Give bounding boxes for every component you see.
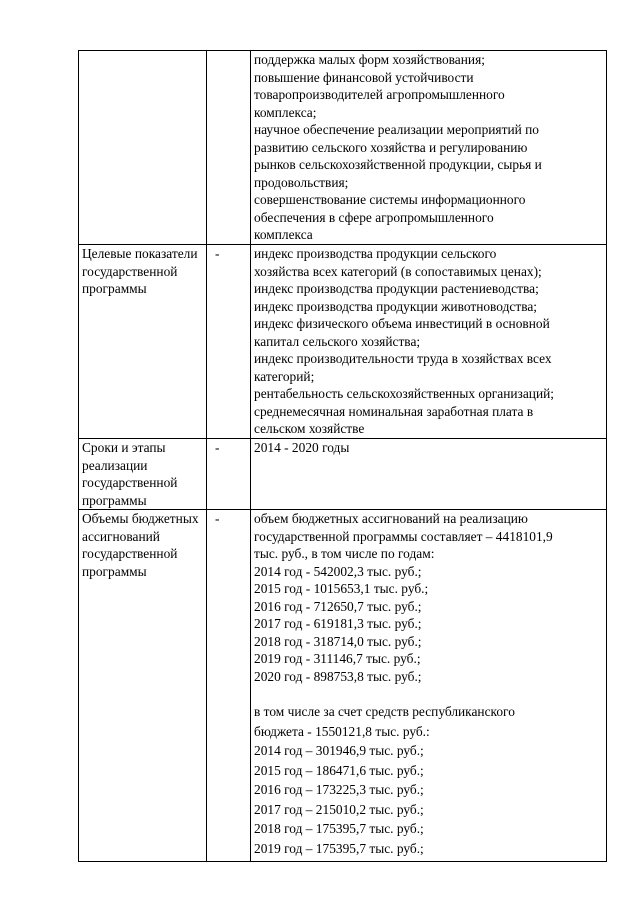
content-line: 2019 год - 311146,7 тыс. руб.; <box>254 651 421 666</box>
row-content <box>251 510 607 862</box>
content-line: 2016 год - 712650,7 тыс. руб.; <box>254 598 422 614</box>
table-row <box>79 510 607 862</box>
table-row <box>79 245 607 439</box>
content-line: индекс производительности труда в хозяйствах всех <box>254 351 552 366</box>
content-line: сельском хозяйстве <box>254 421 365 436</box>
content-line: тыс. руб., в том числе по годам: <box>254 546 435 561</box>
row-dash: - <box>207 510 251 862</box>
content-line: совершенствование системы информационного <box>254 192 526 207</box>
content-line: категорий; <box>254 368 315 384</box>
content-line: 2014 год - 542002,3 тыс. руб.; <box>254 563 422 579</box>
republic-budget-block <box>254 702 603 858</box>
content-line: товаропроизводителей агропромышленного <box>254 87 505 102</box>
spacer <box>254 685 603 702</box>
content-line: 2016 год – 173225,3 тыс. руб.; <box>254 782 424 797</box>
content-line: в том числе за счет средств республиканского <box>254 704 515 719</box>
row-dash: - <box>207 245 251 439</box>
content-line: 2020 год - 898753,8 тыс. руб.; <box>254 668 422 684</box>
content-line: рентабельность сельскохозяйственных организаций; <box>254 386 555 401</box>
program-passport-table <box>78 50 607 862</box>
content-line: повышение финансовой устойчивости <box>254 69 474 85</box>
content-line: государственной программы составляет – 4418101,9 <box>254 528 553 544</box>
table-row <box>79 51 607 245</box>
row-label: Целевые показатели государственной программы <box>79 245 207 439</box>
row-label <box>79 51 207 245</box>
content-line: 2017 год – 215010,2 тыс. руб.; <box>254 801 424 817</box>
row-dash: - <box>207 439 251 510</box>
content-line: научное обеспечение реализации мероприятий по <box>254 122 539 137</box>
content-line: 2018 год – 175395,7 тыс. руб.; <box>254 821 424 836</box>
content-line: продовольствия; <box>254 174 349 190</box>
row-label: Сроки и этапы реализации государственной программы <box>79 439 207 510</box>
content-line: обеспечения в сфере агропромышленного <box>254 209 494 225</box>
content-line: 2014 год – 301946,9 тыс. руб.; <box>254 743 424 758</box>
content-line: развитию сельского хозяйства и регулированию <box>254 139 528 155</box>
content-line: поддержка малых форм хозяйствования; <box>254 52 485 67</box>
row-dash <box>207 51 251 245</box>
content-line: капитал сельского хозяйства; <box>254 333 421 349</box>
row-content <box>251 439 607 510</box>
content-line: 2017 год - 619181,3 тыс. руб.; <box>254 616 422 631</box>
content-line: 2019 год – 175395,7 тыс. руб.; <box>254 840 424 856</box>
row-content <box>251 245 607 439</box>
content-line: индекс производства продукции животноводства; <box>254 298 538 314</box>
content-line: хозяйства всех категорий (в сопоставимых ценах); <box>254 263 542 279</box>
content-line: индекс физического объема инвестиций в основной <box>254 316 550 331</box>
content-line: среднемесячная номинальная заработная плата в <box>254 403 534 419</box>
content-line: комплекса; <box>254 104 317 120</box>
content-line: 2015 год – 186471,6 тыс. руб.; <box>254 762 424 778</box>
content-line: комплекса <box>254 227 313 242</box>
content-line: бюджета - 1550121,8 тыс. руб.: <box>254 723 430 739</box>
content-line: 2018 год - 318714,0 тыс. руб.; <box>254 633 422 649</box>
table-row <box>79 439 607 510</box>
row-label: Объемы бюджетных ассигнований государственной программы <box>79 510 207 862</box>
content-line: 2014 - 2020 годы <box>254 440 350 455</box>
row-content <box>251 51 607 245</box>
content-line: индекс производства продукции сельского <box>254 246 497 261</box>
content-line: объем бюджетных ассигнований на реализацию <box>254 511 528 526</box>
content-line: индекс производства продукции растениеводства; <box>254 281 539 296</box>
content-line: 2015 год - 1015653,1 тыс. руб.; <box>254 581 429 596</box>
content-line: рынков сельскохозяйственной продукции, сырья и <box>254 157 542 172</box>
